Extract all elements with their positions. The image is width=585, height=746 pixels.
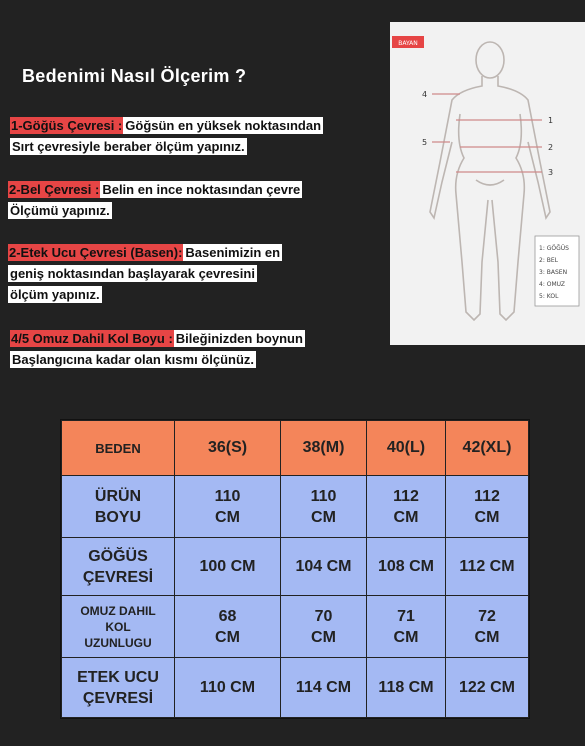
- instruction-1-text-1: Göğsün en yüksek noktasından: [125, 118, 322, 133]
- measurement-lines: [432, 94, 542, 172]
- row-label: ETEK UCU ÇEVRESİ: [62, 658, 175, 718]
- instruction-3-text-2: geniş noktasından başlayarak çevresini: [10, 266, 255, 281]
- marker-2: 2: [548, 143, 554, 152]
- instruction-1-line-1: [10, 116, 323, 135]
- table-row-urun-boyu: [62, 476, 529, 538]
- instruction-3-line-1: [8, 243, 282, 262]
- marker-1: 1: [548, 116, 554, 125]
- legend-item-3: 3: BASEN: [539, 269, 568, 276]
- instruction-3-line-2: [8, 264, 257, 283]
- header-size-42: 42(XL): [446, 421, 529, 476]
- header-size-40: 40(L): [367, 421, 446, 476]
- marker-4: 4: [422, 90, 428, 99]
- cell: 71 CM: [367, 596, 446, 658]
- cell: 110 CM: [175, 658, 281, 718]
- instruction-2-label: 2-Bel Çevresi :: [9, 182, 100, 197]
- size-table: [60, 419, 530, 719]
- instruction-4-line-1: [10, 329, 305, 348]
- instruction-2-text-1: Belin en ince noktasından çevre: [102, 182, 301, 197]
- legend-item-4: 4: OMUZ: [539, 281, 566, 288]
- header-beden: BEDEN: [62, 421, 175, 476]
- cell: 112 CM: [446, 476, 529, 538]
- instruction-1-text-2: Sırt çevresiyle beraber ölçüm yapınız.: [12, 139, 245, 154]
- row-label: OMUZ DAHIL KOL UZUNLUGU: [62, 596, 175, 658]
- cell: 104 CM: [281, 538, 367, 596]
- row-label: GÖĞÜS ÇEVRESİ: [62, 538, 175, 596]
- cell: 112 CM: [446, 538, 529, 596]
- cell: 118 CM: [367, 658, 446, 718]
- header-size-36: 36(S): [175, 421, 281, 476]
- instruction-3-text-3: ölçüm yapınız.: [10, 287, 100, 302]
- marker-5: 5: [422, 138, 428, 147]
- cell: 112 CM: [367, 476, 446, 538]
- cell: 70 CM: [281, 596, 367, 658]
- instruction-3-label: 2-Etek Ucu Çevresi (Basen):: [9, 245, 183, 260]
- legend-item-1: 1: GÖĞÜS: [539, 245, 569, 252]
- row-label: ÜRÜN BOYU: [62, 476, 175, 538]
- instruction-1-label: 1-Göğüs Çevresi :: [11, 118, 123, 133]
- cell: 72 CM: [446, 596, 529, 658]
- instruction-4-text-1: Bileğinizden boynun: [175, 331, 303, 346]
- cell: 110 CM: [281, 476, 367, 538]
- body-measurement-diagram: [390, 22, 585, 345]
- body-figure-illustration: [390, 22, 585, 345]
- cell: 108 CM: [367, 538, 446, 596]
- instruction-2-text-2: Ölçümü yapınız.: [10, 203, 110, 218]
- instruction-4-label: 4/5 Omuz Dahil Kol Boyu :: [11, 331, 173, 346]
- cell: 122 CM: [446, 658, 529, 718]
- cell: 114 CM: [281, 658, 367, 718]
- instruction-2-line-2: [8, 201, 112, 220]
- legend-item-2: 2: BEL: [539, 257, 558, 264]
- instruction-4-line-2: [10, 350, 256, 369]
- body-outline: [430, 42, 550, 320]
- cell: 68 CM: [175, 596, 281, 658]
- cell: 100 CM: [175, 538, 281, 596]
- page-title: Bedenimi Nasıl Ölçerim ?: [22, 66, 247, 86]
- table-row-etek-ucu: [62, 658, 529, 718]
- instruction-1-line-2: [10, 137, 247, 156]
- legend-item-5: 5: KOL: [539, 293, 559, 300]
- instruction-2-line-1: [8, 180, 302, 199]
- table-row-omuz-dahil-kol: [62, 596, 529, 658]
- marker-3: 3: [548, 168, 554, 177]
- table-row-gogus-cevresi: [62, 538, 529, 596]
- instruction-3-text-1: Basenimizin en: [185, 245, 281, 260]
- table-header-row: [62, 421, 529, 476]
- header-size-38: 38(M): [281, 421, 367, 476]
- gender-tag: BAYAN: [398, 40, 418, 47]
- instruction-3-line-3: [8, 285, 102, 304]
- cell: 110 CM: [175, 476, 281, 538]
- instruction-4-text-2: Başlangıcına kadar olan kısmı ölçünüz.: [12, 352, 255, 367]
